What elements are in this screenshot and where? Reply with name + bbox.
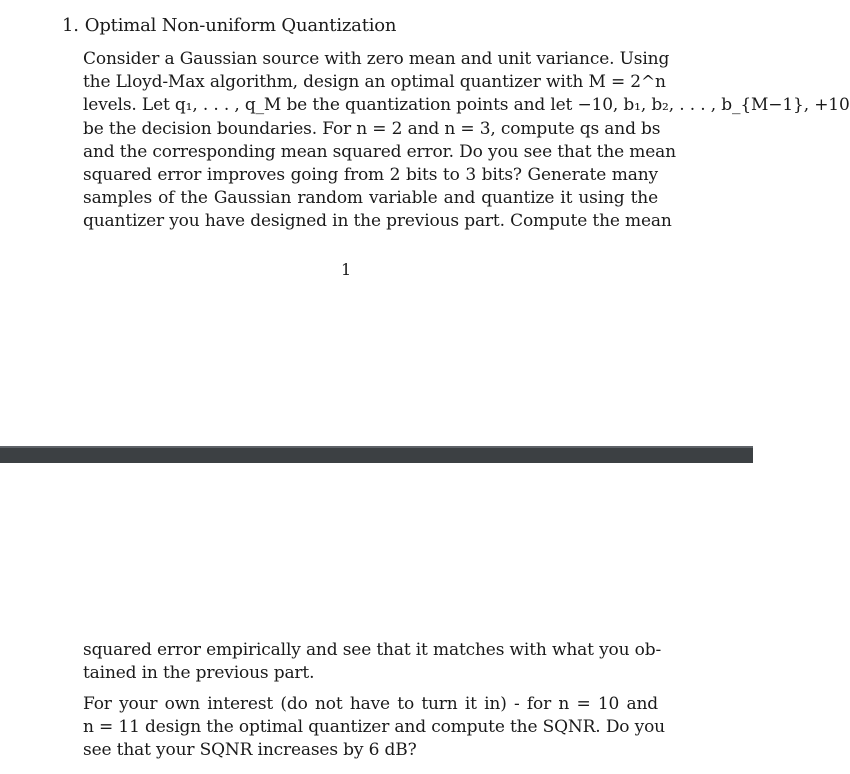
problem-heading bbox=[62, 15, 396, 36]
problem-title: Optimal Non-uniform Quantization bbox=[84, 15, 397, 36]
problem-body-page2 bbox=[83, 639, 662, 685]
body-line-11: For your own interest (do not have to turn it in) - for n = 10 and bbox=[83, 694, 658, 714]
problem-number: 1. bbox=[62, 15, 79, 36]
problem-body-page1 bbox=[83, 48, 850, 234]
body-line-5: and the corresponding mean squared error. Do you see that the mean bbox=[83, 141, 676, 162]
body-line-9: squared error empirically and see that it matches with what you ob- bbox=[83, 640, 662, 660]
body-line-10: tained in the previous part. bbox=[83, 663, 315, 684]
body-line-12: n = 11 design the optimal quantizer and compute the SQNR. Do you bbox=[83, 717, 665, 738]
body-line-4: be the decision boundaries. For n = 2 and n = 3, compute qs and bs bbox=[83, 118, 661, 139]
body-line-3: levels. Let q₁, . . . , q_M be the quantization points and let −10, b₁, b₂, . . . , b_{M−1}, +10 bbox=[83, 95, 850, 116]
body-line-8: quantizer you have designed in the previous part. Compute the mean bbox=[83, 211, 672, 232]
body-line-6: squared error improves going from 2 bits to 3 bits? Generate many bbox=[83, 165, 658, 186]
body-line-13: see that your SQNR increases by 6 dB? bbox=[83, 740, 417, 761]
body-line-7: samples of the Gaussian random variable and quantize it using the bbox=[83, 188, 658, 209]
body-line-1: Consider a Gaussian source with zero mean and unit variance. Using bbox=[83, 49, 670, 69]
body-line-2: the Lloyd-Max algorithm, design an optimal quantizer with M = 2^n bbox=[83, 72, 666, 93]
page-separator bbox=[0, 446, 753, 463]
page-number: 1 bbox=[341, 260, 352, 279]
extra-credit-paragraph bbox=[83, 693, 665, 763]
